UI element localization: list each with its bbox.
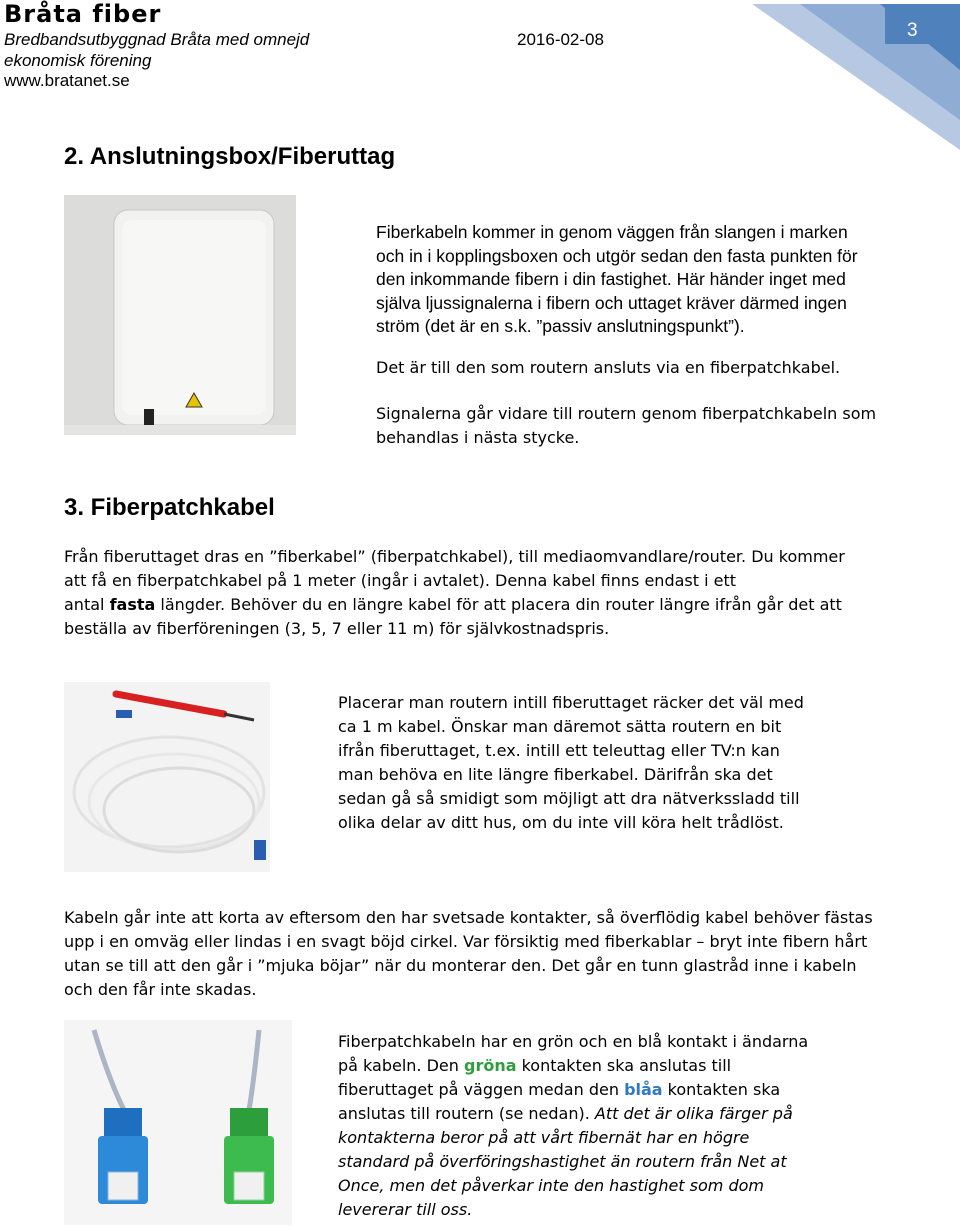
page-number: 3 <box>907 20 918 41</box>
text-run: på kabeln. Den <box>338 1056 464 1075</box>
blue-word: blåa <box>624 1080 663 1099</box>
connectors-photo <box>64 1020 292 1225</box>
text-line: Once, men det påverkar inte den hastighet som dom <box>338 1176 764 1195</box>
text-line: Kabeln går inte att korta av eftersom den har svetsade kontakter, så överflödig kabel behöver fästas <box>64 908 873 927</box>
bold-fasta: fasta <box>109 595 156 614</box>
section3-para1 <box>64 545 845 641</box>
patch-cable-illustration <box>64 682 270 872</box>
text-line: upp i en omväg eller lindas i en svagt böjd cirkel. Var försiktig med fiberkablar – bryt inte fibern hårt <box>64 932 868 951</box>
section3-para3 <box>64 906 873 1002</box>
text-line: kontakterna beror på att vårt fibernät har en högre <box>338 1128 750 1147</box>
text-line <box>338 1078 808 1102</box>
section2-para3 <box>376 402 876 450</box>
text-line: och in i kopplingsboxen och utgör sedan den fasta punkten för <box>376 245 858 266</box>
text-line: Placerar man routern intill fiberuttaget räcker det väl med <box>338 693 804 712</box>
text-run: antal <box>64 595 110 614</box>
text-line: man behöva en lite längre fiberkabel. Därifrån ska det <box>338 765 773 784</box>
text-line: ifrån fiberuttaget, t.ex. intill ett teleuttag eller TV:n kan <box>338 741 780 760</box>
text-run: kontakten ska anslutas till <box>516 1056 732 1075</box>
section3-para4 <box>338 1030 808 1222</box>
corner-decoration <box>740 0 960 150</box>
header-org-line2: ekonomisk förening <box>4 51 152 70</box>
section3-para2 <box>338 691 804 835</box>
green-word: gröna <box>463 1056 517 1075</box>
text-line: behandlas i nästa stycke. <box>376 428 580 447</box>
text-line: utan se till att den går i ”mjuka böjar” när du monterar den. Det går en tunn glastråd inne i kabeln <box>64 956 857 975</box>
italic-run: Att det är olika färger på <box>594 1104 793 1123</box>
text-line <box>338 1054 808 1078</box>
patch-cable-photo <box>64 682 270 872</box>
text-run: fiberuttaget på väggen medan den <box>338 1080 625 1099</box>
text-line: den inkommande fibern i din fastighet. Här händer inget med <box>376 269 846 289</box>
text-line: ström (det är en s.k. ”passiv anslutningspunkt”). <box>376 316 745 336</box>
text-run: längder. Behöver du en längre kabel för att placera din router längre ifrån går det att <box>155 595 842 614</box>
text-line: ca 1 m kabel. Önskar man däremot sätta routern en bit <box>338 717 782 736</box>
text-line: och den får inte skadas. <box>64 980 257 999</box>
fiber-outlet-photo <box>64 195 296 435</box>
text-line: Från fiberuttaget dras en ”fiberkabel” (fiberpatchkabel), till mediaomvandlare/router. Du kommer <box>64 547 845 566</box>
text-run: anslutas till routern (se nedan). <box>338 1104 595 1123</box>
header-date: 2016-02-08 <box>517 30 604 49</box>
text-line <box>338 1102 808 1126</box>
section2-heading: 2. Anslutningsbox/Fiberuttag <box>64 143 396 170</box>
section2-para1 <box>376 221 858 339</box>
header-org-line1: Bredbandsutbyggnad Bråta med omnejd <box>4 30 310 49</box>
connectors-illustration <box>64 1020 292 1225</box>
header-url: www.bratanet.se <box>4 71 130 90</box>
header-title: Bråta fiber <box>4 0 162 28</box>
text-line: standard på överföringshastighet än routern från Net at <box>338 1152 787 1171</box>
text-line: levererar till oss. <box>338 1200 473 1219</box>
text-line: att få en fiberpatchkabel på 1 meter (ingår i avtalet). Denna kabel finns endast i ett <box>64 571 737 590</box>
text-line: olika delar av ditt hus, om du inte vill köra helt trådlöst. <box>338 813 784 832</box>
text-line: sedan gå så smidigt som möjligt att dra nätverkssladd till <box>338 789 800 808</box>
text-line: Fiberkabeln kommer in genom väggen från slangen i marken <box>376 222 848 242</box>
text-run: kontakten ska <box>662 1080 781 1099</box>
fiber-outlet-illustration <box>64 195 296 435</box>
text-line: beställa av fiberföreningen (3, 5, 7 eller 11 m) för självkostnadspris. <box>64 619 610 638</box>
text-line: Fiberpatchkabeln har en grön och en blå kontakt i ändarna <box>338 1032 809 1051</box>
section3-heading: 3. Fiberpatchkabel <box>64 494 275 521</box>
section2-para2: Det är till den som routern ansluts via en fiberpatchkabel. <box>376 358 841 377</box>
text-line <box>64 593 845 617</box>
text-line: själva ljussignalerna i fibern och uttaget kräver därmed ingen <box>376 292 847 313</box>
text-line: Signalerna går vidare till routern genom fiberpatchkabeln som <box>376 404 877 423</box>
